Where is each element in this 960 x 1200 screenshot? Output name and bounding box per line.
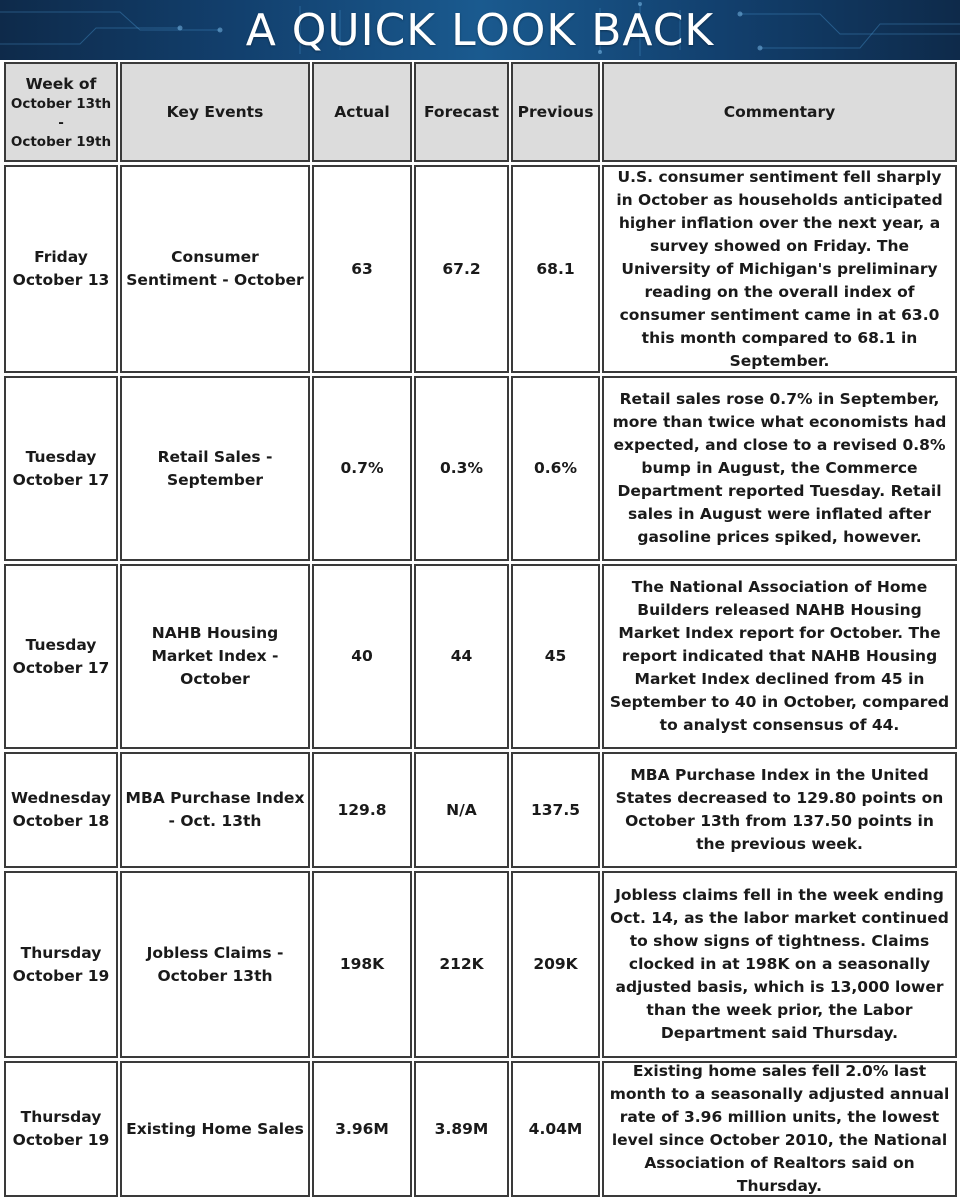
row-date: October 19 xyxy=(12,966,110,985)
table-row-4-date xyxy=(4,752,118,868)
table-row-5-previous: 209K xyxy=(511,871,600,1058)
table-row-4-event: MBA Purchase Index - Oct. 13th xyxy=(120,752,310,868)
row-date: October 17 xyxy=(12,470,110,489)
table-row-4-forecast: N/A xyxy=(414,752,509,868)
row-day: Friday xyxy=(34,248,88,266)
week-header-line-1: Week of xyxy=(25,74,97,93)
table-row-1-event: Consumer Sentiment - October xyxy=(120,165,310,373)
table-row-3-forecast: 44 xyxy=(414,564,509,749)
table-row-3-actual: 40 xyxy=(312,564,412,749)
table-row-3-previous: 45 xyxy=(511,564,600,749)
table-row-1-forecast: 67.2 xyxy=(414,165,509,373)
week-header-line-2: October 13th - xyxy=(10,95,112,131)
table-row-6-date xyxy=(4,1061,118,1197)
column-header-commentary: Commentary xyxy=(602,62,957,162)
page-title: A QUICK LOOK BACK xyxy=(245,4,715,56)
table-row-2-commentary: Retail sales rose 0.7% in September, more than twice what economists had expected, and close to a revised 0.8% bump in August, the Commerce Department reported Tuesday. Retail sales in August were inflated after gasoline prices spiked, however. xyxy=(602,376,957,561)
table-row-6-event: Existing Home Sales xyxy=(120,1061,310,1197)
title-banner xyxy=(0,0,960,60)
column-header-forecast: Forecast xyxy=(414,62,509,162)
table-row-3-date xyxy=(4,564,118,749)
row-date: October 19 xyxy=(12,1131,110,1149)
table-row-5-forecast: 212K xyxy=(414,871,509,1058)
row-day: Tuesday xyxy=(25,635,97,654)
column-header-week xyxy=(4,62,118,162)
table-row-5-actual: 198K xyxy=(312,871,412,1058)
row-date: October 13 xyxy=(12,271,110,289)
table-row-2-event: Retail Sales - September xyxy=(120,376,310,561)
row-day: Wednesday xyxy=(10,789,112,807)
row-day: Thursday xyxy=(20,943,102,962)
table-row-6-actual: 3.96M xyxy=(312,1061,412,1197)
table-row-6-forecast: 3.89M xyxy=(414,1061,509,1197)
row-day: Tuesday xyxy=(25,447,97,466)
table-row-5-date xyxy=(4,871,118,1058)
row-date: October 17 xyxy=(12,658,110,677)
table-row-4-commentary: MBA Purchase Index in the United States decreased to 129.80 points on October 13th from 137.50 points in the previous week. xyxy=(602,752,957,868)
table-row-4-previous: 137.5 xyxy=(511,752,600,868)
table-row-3-commentary: The National Association of Home Builders released NAHB Housing Market Index report for October. The report indicated that NAHB Housing Market Index declined from 45 in September to 40 in October, compared to analyst consensus of 44. xyxy=(602,564,957,749)
table-row-1-date xyxy=(4,165,118,373)
table-row-2-forecast: 0.3% xyxy=(414,376,509,561)
column-header-previous: Previous xyxy=(511,62,600,162)
table-row-5-commentary: Jobless claims fell in the week ending Oct. 14, as the labor market continued to show signs of tightness. Claims clocked in at 198K on a seasonally adjusted basis, which is 13,000 lower than the week prior, the Labor Department said Thursday. xyxy=(602,871,957,1058)
table-row-2-date xyxy=(4,376,118,561)
table-row-2-previous: 0.6% xyxy=(511,376,600,561)
table-row-6-previous: 4.04M xyxy=(511,1061,600,1197)
week-header-line-3: October 19th xyxy=(10,133,112,150)
row-day: Thursday xyxy=(20,1108,102,1126)
row-date: October 18 xyxy=(12,812,110,830)
table-row-1-commentary: U.S. consumer sentiment fell sharply in October as households anticipated higher inflation over the next year, a survey showed on Friday. The University of Michigan's preliminary reading on the overall index of consumer sentiment came in at 63.0 this month compared to 68.1 in September. xyxy=(602,165,957,373)
table-row-6-commentary: Existing home sales fell 2.0% last month to a seasonally adjusted annual rate of 3.96 million units, the lowest level since October 2010, the National Association of Realtors said on Thursday. xyxy=(602,1061,957,1197)
table-row-2-actual: 0.7% xyxy=(312,376,412,561)
table-row-1-previous: 68.1 xyxy=(511,165,600,373)
column-header-key-events: Key Events xyxy=(120,62,310,162)
table-row-3-event: NAHB Housing Market Index - October xyxy=(120,564,310,749)
table-row-1-actual: 63 xyxy=(312,165,412,373)
column-header-actual: Actual xyxy=(312,62,412,162)
table-row-5-event: Jobless Claims - October 13th xyxy=(120,871,310,1058)
table-row-4-actual: 129.8 xyxy=(312,752,412,868)
